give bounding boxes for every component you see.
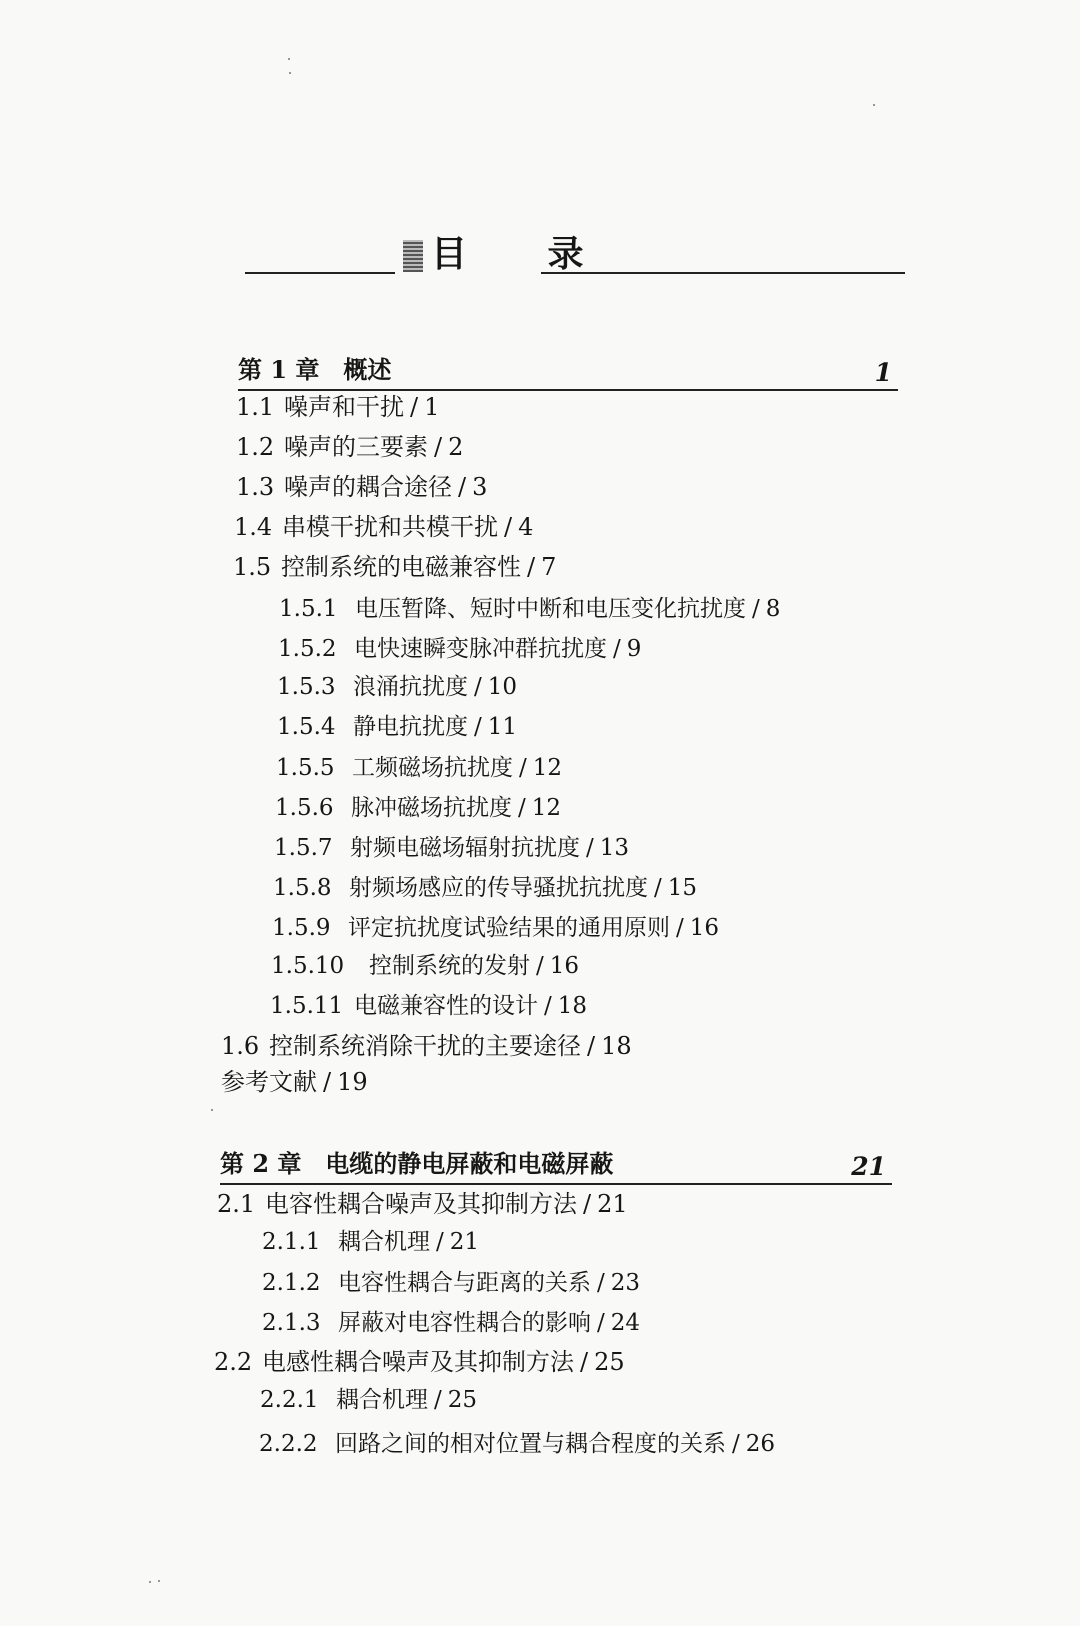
entry-text: 噪声和干扰 xyxy=(284,393,404,421)
entry-number: 2.1.2 xyxy=(262,1270,321,1296)
toc-entry[interactable]: 1.5.8 射频场感应的传导骚扰抗扰度 / 15 xyxy=(273,872,697,904)
toc-entry[interactable]: 1.5.1 电压暂降、短时中断和电压变化抗扰度 / 8 xyxy=(279,593,780,625)
toc-entry[interactable]: 2.1 电容性耦合噪声及其抑制方法 / 21 xyxy=(217,1190,628,1218)
entry-page: 13 xyxy=(599,835,630,861)
chapter-label: 第 1 章 概述 xyxy=(238,355,392,384)
entry-page: 25 xyxy=(594,1348,625,1376)
scan-speck xyxy=(289,72,291,74)
entry-text: 耦合机理 xyxy=(338,1229,430,1255)
chapter-heading xyxy=(220,1143,892,1185)
entry-number: 1.5.8 xyxy=(273,875,332,901)
entry-text: 噪声的三要素 xyxy=(284,433,428,461)
toc-entry[interactable]: 1.5.2 电快速瞬变脉冲群抗扰度 / 9 xyxy=(278,633,641,665)
toc-title-row xyxy=(245,232,905,288)
entry-text: 参考文献 xyxy=(221,1068,317,1096)
toc-entry[interactable]: 1.2 噪声的三要素 / 2 xyxy=(236,433,464,461)
entry-text: 控制系统的电磁兼容性 xyxy=(281,553,521,581)
entry-page: 2 xyxy=(448,433,464,461)
entry-number: 2.2 xyxy=(214,1348,253,1376)
entry-page: 9 xyxy=(626,636,642,662)
entry-page: 3 xyxy=(472,473,488,501)
toc-entry[interactable]: 1.5.4 静电抗扰度 / 11 xyxy=(277,711,517,743)
entry-number: 2.1.3 xyxy=(262,1310,321,1336)
entry-number: 1.3 xyxy=(236,473,275,501)
toc-entry[interactable]: 1.1 噪声和干扰 / 1 xyxy=(236,393,440,421)
entry-text: 脉冲磁场抗扰度 xyxy=(351,795,512,821)
toc-entry[interactable]: 1.5.11 电磁兼容性的设计 / 18 xyxy=(270,990,587,1022)
toc-entry[interactable]: 2.2 电感性耦合噪声及其抑制方法 / 25 xyxy=(214,1348,625,1376)
entry-page: 25 xyxy=(447,1387,478,1413)
entry-page: 7 xyxy=(541,553,557,581)
toc-entry[interactable]: 1.6 控制系统消除干扰的主要途径 / 18 xyxy=(221,1032,632,1060)
toc-entry[interactable]: 1.5.5 工频磁场抗扰度 / 12 xyxy=(276,752,562,784)
entry-number: 1.5.5 xyxy=(276,755,335,781)
entry-text: 控制系统消除干扰的主要途径 xyxy=(269,1032,581,1060)
chapter-label: 第 2 章 电缆的静电屏蔽和电磁屏蔽 xyxy=(220,1149,614,1178)
title-mark-icon xyxy=(403,240,423,272)
entry-number: 1.5.1 xyxy=(279,596,338,622)
entry-page: 10 xyxy=(487,674,518,700)
entry-page: 8 xyxy=(765,596,781,622)
scan-speck xyxy=(158,1580,160,1582)
entry-text: 射频电磁场辐射抗扰度 xyxy=(350,835,580,861)
toc-entry[interactable]: 2.2.2 回路之间的相对位置与耦合程度的关系 / 26 xyxy=(259,1428,775,1460)
entry-page: 21 xyxy=(597,1190,628,1218)
entry-page: 24 xyxy=(610,1310,641,1336)
entry-text: 控制系统的发射 xyxy=(369,953,530,979)
toc-title: 目 录 xyxy=(431,233,618,275)
entry-page: 19 xyxy=(337,1068,368,1096)
scan-speck xyxy=(288,58,290,60)
entry-page: 11 xyxy=(487,714,518,740)
toc-entry[interactable]: 1.5.7 射频电磁场辐射抗扰度 / 13 xyxy=(274,832,629,864)
toc-entry[interactable]: 1.3 噪声的耦合途径 / 3 xyxy=(236,473,488,501)
entry-number: 1.5.10 xyxy=(271,953,345,979)
toc-entry[interactable]: 2.2.1 耦合机理 / 25 xyxy=(260,1384,477,1416)
chapter-page: 1 xyxy=(874,358,892,387)
chapter-page: 21 xyxy=(851,1152,886,1181)
entry-text: 工频磁场抗扰度 xyxy=(352,755,513,781)
toc-entry[interactable]: 1.5.6 脉冲磁场抗扰度 / 12 xyxy=(275,792,561,824)
entry-text: 评定抗扰度试验结果的通用原则 xyxy=(348,915,670,941)
entry-text: 回路之间的相对位置与耦合程度的关系 xyxy=(335,1431,726,1457)
toc-entry[interactable]: 2.1.1 耦合机理 / 21 xyxy=(262,1226,479,1258)
entry-text: 耦合机理 xyxy=(336,1387,428,1413)
toc-entry[interactable]: 1.5.10 控制系统的发射 / 16 xyxy=(271,950,579,982)
entry-text: 电磁兼容性的设计 xyxy=(354,993,538,1019)
entry-text: 电感性耦合噪声及其抑制方法 xyxy=(262,1348,574,1376)
entry-page: 18 xyxy=(601,1032,632,1060)
chapter-heading xyxy=(238,349,898,391)
title-rule-left xyxy=(245,272,395,274)
entry-number: 1.1 xyxy=(236,393,275,421)
entry-page: 26 xyxy=(745,1431,776,1457)
toc-entry[interactable]: 1.5.3 浪涌抗扰度 / 10 xyxy=(277,671,517,703)
entry-page: 21 xyxy=(449,1229,480,1255)
entry-number: 1.5.3 xyxy=(277,674,336,700)
toc-entry[interactable]: 参考文献 / 19 xyxy=(221,1068,368,1096)
entry-number: 1.4 xyxy=(234,513,273,541)
entry-page: 15 xyxy=(667,875,698,901)
entry-text: 浪涌抗扰度 xyxy=(353,674,468,700)
entry-page: 1 xyxy=(424,393,440,421)
entry-page: 12 xyxy=(531,795,562,821)
entry-number: 1.6 xyxy=(221,1032,260,1060)
entry-number: 2.2.1 xyxy=(260,1387,319,1413)
entry-page: 4 xyxy=(518,513,534,541)
entry-number: 1.5.6 xyxy=(275,795,334,821)
entry-text: 电容性耦合噪声及其抑制方法 xyxy=(265,1190,577,1218)
entry-number: 1.2 xyxy=(236,433,275,461)
entry-number: 1.5 xyxy=(233,553,272,581)
entry-text: 屏蔽对电容性耦合的影响 xyxy=(338,1310,591,1336)
entry-number: 2.2.2 xyxy=(259,1431,318,1457)
entry-page: 12 xyxy=(532,755,563,781)
scan-speck xyxy=(211,1109,213,1111)
toc-entry[interactable]: 1.5 控制系统的电磁兼容性 / 7 xyxy=(233,553,557,581)
toc-entry[interactable]: 2.1.3 屏蔽对电容性耦合的影响 / 24 xyxy=(262,1307,640,1339)
entry-text: 噪声的耦合途径 xyxy=(284,473,452,501)
title-rule-right xyxy=(541,272,905,274)
entry-number: 1.5.7 xyxy=(274,835,333,861)
toc-entry[interactable]: 1.5.9 评定抗扰度试验结果的通用原则 / 16 xyxy=(272,912,719,944)
entry-page: 23 xyxy=(610,1270,641,1296)
entry-number: 2.1.1 xyxy=(262,1229,321,1255)
entry-text: 射频场感应的传导骚扰抗扰度 xyxy=(349,875,648,901)
entry-number: 1.5.2 xyxy=(278,636,337,662)
entry-text: 电压暂降、短时中断和电压变化抗扰度 xyxy=(355,596,746,622)
entry-number: 1.5.11 xyxy=(270,993,344,1019)
toc-entry[interactable]: 2.1.2 电容性耦合与距离的关系 / 23 xyxy=(262,1267,640,1299)
entry-number: 1.5.4 xyxy=(277,714,336,740)
entry-text: 电快速瞬变脉冲群抗扰度 xyxy=(354,636,607,662)
entry-page: 16 xyxy=(549,953,580,979)
toc-entry[interactable]: 1.4 串模干扰和共模干扰 / 4 xyxy=(234,513,534,541)
entry-text: 串模干扰和共模干扰 xyxy=(282,513,498,541)
scan-speck xyxy=(873,104,875,106)
entry-number: 2.1 xyxy=(217,1190,256,1218)
entry-page: 18 xyxy=(557,993,588,1019)
entry-text: 静电抗扰度 xyxy=(353,714,468,740)
entry-text: 电容性耦合与距离的关系 xyxy=(338,1270,591,1296)
entry-page: 16 xyxy=(689,915,720,941)
scan-speck xyxy=(149,1581,151,1583)
entry-number: 1.5.9 xyxy=(272,915,331,941)
